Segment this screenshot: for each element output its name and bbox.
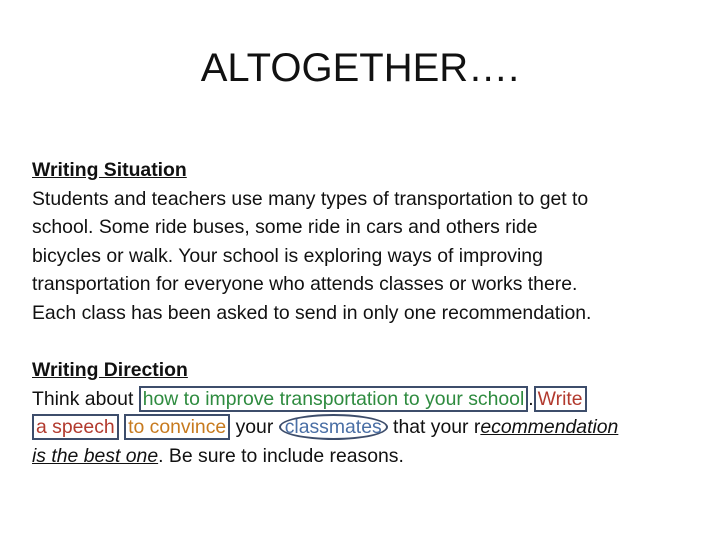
direction-line-1: [32, 385, 692, 414]
direction-line-2: [32, 413, 692, 442]
direction-text: Think about: [32, 387, 139, 410]
direction-text: .: [528, 387, 534, 410]
direction-text: your: [230, 416, 279, 439]
direction-heading: Writing Direction: [32, 359, 188, 381]
direction-text: . Be sure to include reasons.: [158, 444, 404, 467]
form-highlight-part-2: a speech: [32, 414, 119, 440]
situation-line: Students and teachers use many types of transportation to get to: [32, 187, 589, 210]
purpose-highlight: to convince: [124, 414, 230, 440]
situation-line: school. Some ride buses, some ride in cars and others ride: [32, 216, 538, 239]
situation-line: bicycles or walk. Your school is exploring ways of improving: [32, 244, 543, 267]
best-one-emphasis: is the best one: [32, 444, 159, 467]
situation-line: transportation for everyone who attends classes or works there.: [32, 273, 578, 296]
writing-situation-section: [32, 156, 692, 328]
recommendation-emphasis: ecommendation: [480, 416, 619, 439]
audience-highlight: classmates: [279, 414, 388, 440]
writing-direction-section: [32, 356, 692, 470]
situation-line: Each class has been asked to send in only one recommendation.: [32, 301, 592, 324]
topic-highlight: how to improve transportation to your school: [139, 386, 529, 412]
situation-heading: Writing Situation: [32, 159, 187, 181]
direction-text: that your r: [387, 416, 481, 439]
form-highlight-part-1: Write: [534, 386, 587, 412]
slide-title: ALTOGETHER….: [200, 46, 520, 90]
direction-line-3: [32, 442, 692, 471]
